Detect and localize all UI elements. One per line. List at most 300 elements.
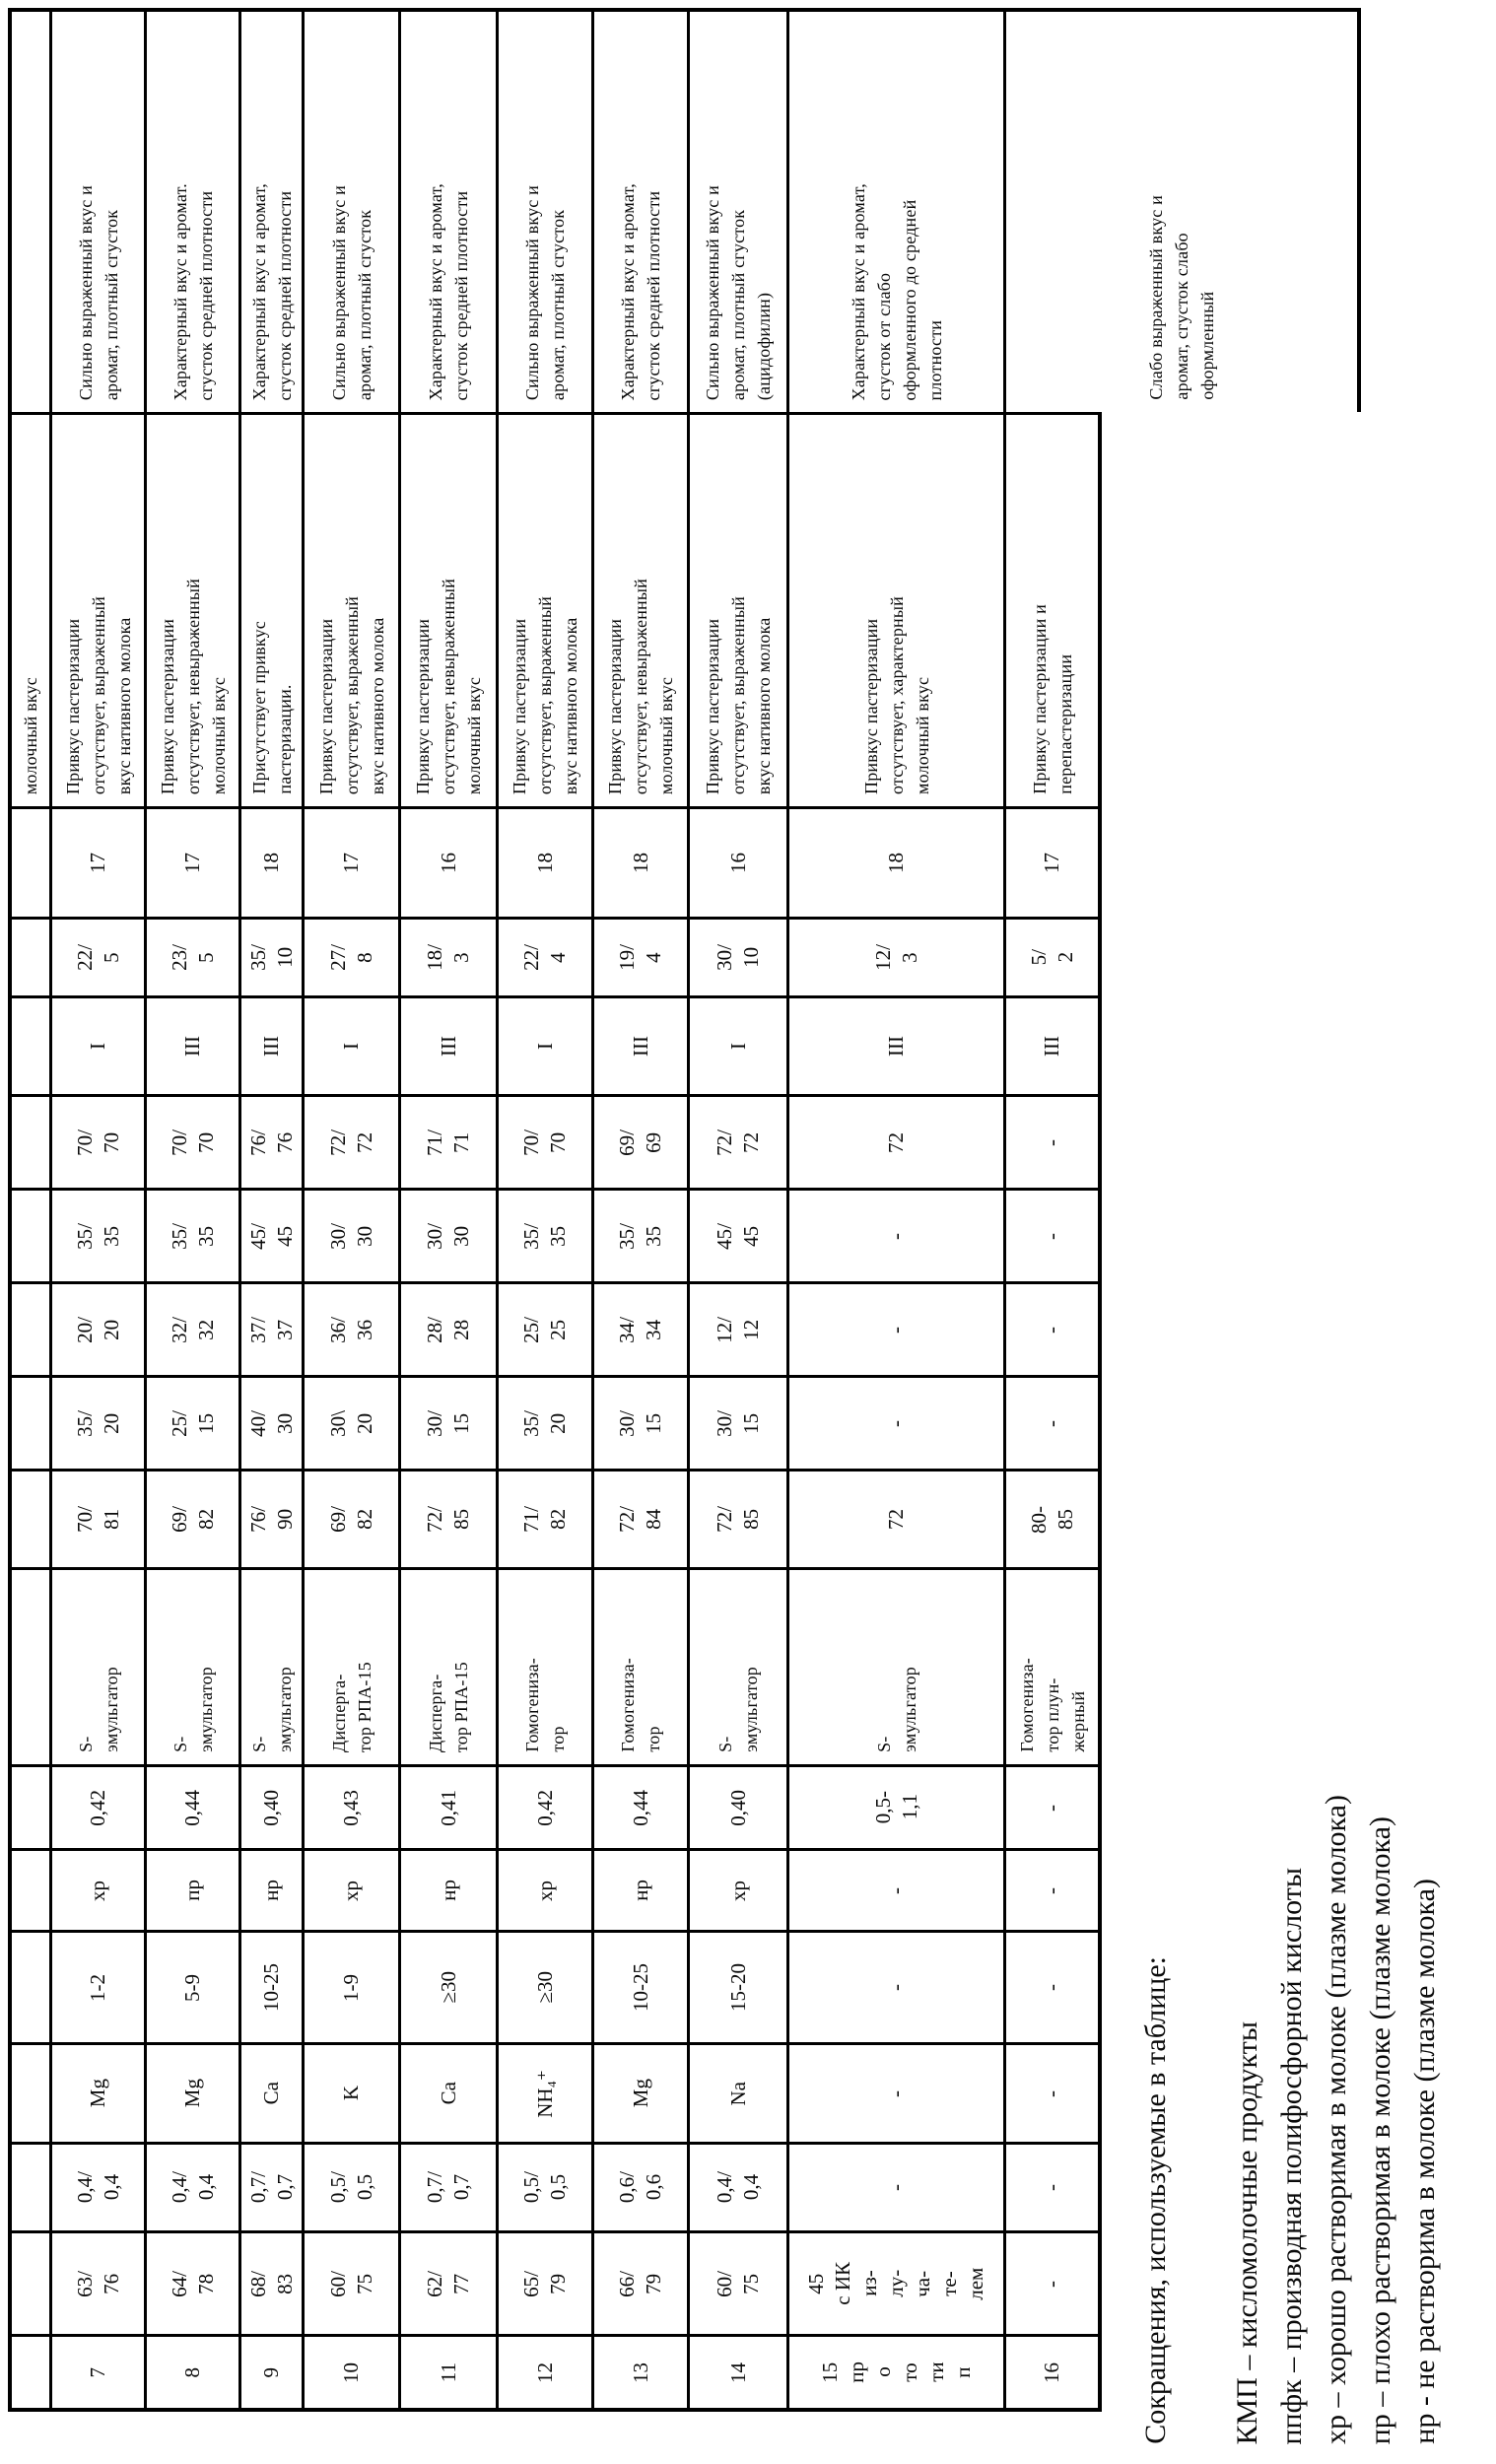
cell-text: 72 <box>884 1131 908 1153</box>
cell-temp-ratio-35-35-16 <box>1003 1188 1102 1281</box>
cell-heating-temp-header-tail <box>8 2230 49 2334</box>
cell-dose-16 <box>1003 1764 1102 1848</box>
cell-text: 63/ 76 <box>72 2270 123 2297</box>
cell-whey-ratio-9 <box>238 917 302 995</box>
cell-temp-ratio-70-70-13 <box>591 1094 687 1188</box>
cell-heating-temp-11 <box>398 2230 496 2334</box>
cell-solubility-14 <box>687 1848 786 1930</box>
cell-heating-temp-12 <box>496 2230 591 2334</box>
cell-text: - <box>884 2184 908 2191</box>
cell-product-quality-14 <box>687 8 786 412</box>
cell-text: Привкус пастеризации отсутствует, выраженный вкус нативного молока <box>510 595 580 794</box>
cell-whey-ratio-7 <box>49 917 144 995</box>
cell-ratio-0-4-14 <box>687 2142 786 2230</box>
cell-pasteurization-flavor-10 <box>302 412 398 806</box>
cell-whey-ratio-12 <box>496 917 591 995</box>
cell-text: - <box>1040 1886 1063 1894</box>
cell-temp-ratio-70-70-16 <box>1003 1094 1102 1188</box>
cell-text: Привкус пастеризации отсутствует, невыраженный молочный вкус <box>605 578 676 794</box>
cell-text: Mg <box>180 2079 204 2108</box>
band-group <box>8 995 1361 1094</box>
cell-equipment-header-tail <box>8 1567 49 1764</box>
cell-group-header-tail <box>8 995 49 1094</box>
cell-pasteurization-temp-11 <box>398 1469 496 1567</box>
cell-amount-7 <box>49 1930 144 2042</box>
cell-text: 0,41 <box>436 1789 460 1826</box>
cell-text: - <box>1040 1138 1063 1146</box>
cell-group-11 <box>398 995 496 1094</box>
cell-time-ratio-20-20-9 <box>238 1281 302 1375</box>
band-time-ratio-20-20 <box>8 1281 1361 1375</box>
cell-time-ratio-20-20-15 <box>786 1281 1003 1375</box>
cell-text: 35/ 35 <box>72 1222 123 1250</box>
cell-element-15 <box>786 2042 1003 2142</box>
cell-sample-number-11 <box>398 2334 496 2412</box>
cell-time-ratio-35-20-11 <box>398 1375 496 1469</box>
cell-equipment-11 <box>398 1567 496 1764</box>
cell-pasteurization-flavor-16 <box>1003 412 1102 806</box>
cell-text: 72/ 85 <box>713 1506 763 1533</box>
cell-temp-ratio-35-35-14 <box>687 1188 786 1281</box>
cell-time-ratio-35-20-7 <box>49 1375 144 1469</box>
cell-text: - <box>884 1232 908 1240</box>
cell-whey-ratio-13 <box>591 917 687 995</box>
cell-text: Характерный вкус и аромат, сгусток от слабо оформленного до средней плотности <box>848 182 945 400</box>
cell-pasteurization-temp-12 <box>496 1469 591 1567</box>
cell-equipment-9 <box>238 1567 302 1764</box>
cell-dose-8 <box>144 1764 238 1848</box>
cell-sample-number-16 <box>1003 2334 1102 2412</box>
cell-heating-temp-13 <box>591 2230 687 2334</box>
cell-score-12 <box>496 806 591 917</box>
cell-text: 17 <box>339 853 363 873</box>
cell-ratio-0-4-12 <box>496 2142 591 2230</box>
cell-text: хр <box>86 1880 109 1901</box>
cell-pasteurization-flavor-12 <box>496 412 591 806</box>
cell-score-8 <box>144 806 238 917</box>
cell-text: 15 пр о то ти п <box>817 2361 975 2383</box>
cell-group-16 <box>1003 995 1102 1094</box>
cell-score-11 <box>398 806 496 917</box>
cell-text: 0,4/ 0,4 <box>167 2171 218 2204</box>
cell-text: 69/ 82 <box>167 1506 218 1533</box>
cell-score-16 <box>1003 806 1102 917</box>
cell-text: Привкус пастеризации отсутствует, невыраженный молочный вкус <box>413 578 484 794</box>
cell-sample-number-12 <box>496 2334 591 2412</box>
abbreviation-line: нр - не растворима в молоке (плазме молока) <box>1408 1879 1441 2444</box>
cell-text: Привкус пастеризации отсутствует, характерный молочный вкус <box>860 596 932 794</box>
cell-text: 1-9 <box>339 1973 363 2002</box>
cell-text: 65/ 79 <box>519 2270 570 2297</box>
band-pasteurization-flavor <box>8 412 1361 806</box>
cell-text: 30/ 30 <box>423 1222 473 1250</box>
cell-text: K <box>339 2086 363 2101</box>
cell-text: 35/ 10 <box>245 944 297 971</box>
cell-text: 71/ 71 <box>423 1129 473 1156</box>
cell-amount-12 <box>496 1930 591 2042</box>
cell-text: - <box>1040 1419 1063 1427</box>
cell-text: - <box>884 2089 908 2097</box>
cell-text: 17 <box>180 853 204 873</box>
cell-pasteurization-flavor-9 <box>238 412 302 806</box>
cell-product-quality-13 <box>591 8 687 412</box>
cell-solubility-8 <box>144 1848 238 1930</box>
cell-text: 0,7/ 0,7 <box>423 2171 473 2204</box>
cell-time-ratio-20-20-7 <box>49 1281 144 1375</box>
cell-text: Характерный вкус и аромат, сгусток средней плотности <box>618 182 663 400</box>
cell-text: 28/ 28 <box>423 1316 473 1343</box>
cell-text: 18/ 3 <box>423 944 473 971</box>
abbreviations-title: Сокращения, используемые в таблице: <box>1139 1956 1172 2444</box>
cell-whey-ratio-15 <box>786 917 1003 995</box>
cell-element-16 <box>1003 2042 1102 2142</box>
cell-text: 10-25 <box>259 1963 283 2012</box>
cell-solubility-15 <box>786 1848 1003 1930</box>
cell-dose-7 <box>49 1764 144 1848</box>
cell-text: 5/ 2 <box>1026 949 1077 966</box>
cell-whey-ratio-14 <box>687 917 786 995</box>
cell-sample-number-7 <box>49 2334 144 2412</box>
cell-text: 23/ 5 <box>167 944 218 971</box>
cell-solubility-10 <box>302 1848 398 1930</box>
cell-whey-ratio-8 <box>144 917 238 995</box>
cell-time-ratio-20-20-13 <box>591 1281 687 1375</box>
cell-text: III <box>1040 1036 1063 1057</box>
cell-text: - <box>1040 2280 1063 2288</box>
cell-pasteurization-flavor-header-tail <box>8 412 49 806</box>
cell-text: III <box>180 1036 204 1057</box>
cell-time-ratio-35-20-16 <box>1003 1375 1102 1469</box>
cell-text: 70/ 70 <box>167 1129 218 1156</box>
cell-text: - <box>884 1886 908 1894</box>
cell-temp-ratio-35-35-12 <box>496 1188 591 1281</box>
cell-time-ratio-35-20-9 <box>238 1375 302 1469</box>
cell-text: III <box>628 1036 652 1057</box>
cell-text: 14 <box>725 2361 750 2383</box>
cell-text: - <box>1040 1326 1063 1334</box>
cell-text: NH₄⁺ <box>532 2069 557 2118</box>
cell-text: I <box>86 1043 109 1050</box>
cell-text: S- эмульгатор <box>715 1667 761 1752</box>
cell-element-9 <box>238 2042 302 2142</box>
cell-heating-temp-9 <box>238 2230 302 2334</box>
cell-group-10 <box>302 995 398 1094</box>
cell-text: 10 <box>339 2361 363 2383</box>
cell-text: 8 <box>180 2366 204 2378</box>
cell-whey-ratio-16 <box>1003 917 1102 995</box>
cell-element-header-tail <box>8 2042 49 2142</box>
cell-equipment-10 <box>302 1567 398 1764</box>
cell-text: 0,4/ 0,4 <box>72 2171 123 2204</box>
cell-text: 25/ 25 <box>519 1316 570 1343</box>
cell-sample-number-9 <box>238 2334 302 2412</box>
cell-ratio-0-4-15 <box>786 2142 1003 2230</box>
cell-group-9 <box>238 995 302 1094</box>
cell-text: 36/ 36 <box>325 1316 376 1343</box>
cell-equipment-8 <box>144 1567 238 1764</box>
cell-text: 0,7/ 0,7 <box>245 2171 297 2204</box>
cell-temp-ratio-35-35-7 <box>49 1188 144 1281</box>
cell-pasteurization-temp-14 <box>687 1469 786 1567</box>
cell-pasteurization-flavor-15 <box>786 412 1003 806</box>
cell-text: 10-25 <box>628 1963 652 2012</box>
cell-text: 72/ 72 <box>713 1129 763 1156</box>
cell-product-quality-12 <box>496 8 591 412</box>
cell-text: 30\ 20 <box>325 1409 376 1437</box>
cell-equipment-13 <box>591 1567 687 1764</box>
cell-dose-9 <box>238 1764 302 1848</box>
cell-dose-13 <box>591 1764 687 1848</box>
cell-text: S- эмульгатор <box>75 1667 121 1752</box>
cell-element-8 <box>144 2042 238 2142</box>
abbreviation-line: КМП – кисломолочные продукты <box>1231 2020 1263 2444</box>
cell-product-quality-8 <box>144 8 238 412</box>
cell-time-ratio-35-20-13 <box>591 1375 687 1469</box>
cell-text: 76/ 90 <box>245 1506 297 1533</box>
cell-temp-ratio-70-70-8 <box>144 1094 238 1188</box>
cell-temp-ratio-70-70-14 <box>687 1094 786 1188</box>
cell-time-ratio-20-20-16 <box>1003 1281 1102 1375</box>
cell-text: Гомогениза- тор <box>618 1658 663 1752</box>
cell-text: 22/ 5 <box>72 944 123 971</box>
cell-text: 40/ 30 <box>245 1409 297 1437</box>
cell-equipment-14 <box>687 1567 786 1764</box>
cell-text: 71/ 82 <box>519 1506 570 1533</box>
cell-dose-11 <box>398 1764 496 1848</box>
cell-text: Характерный вкус и аромат, сгусток средней плотности <box>426 182 471 400</box>
cell-text: 70/ 70 <box>72 1129 123 1156</box>
cell-temp-ratio-70-70-11 <box>398 1094 496 1188</box>
cell-text: 70/ 70 <box>519 1129 570 1156</box>
cell-heating-temp-8 <box>144 2230 238 2334</box>
cell-text: пр <box>180 1880 204 1901</box>
cell-text: 35/ 20 <box>72 1409 123 1437</box>
cell-amount-11 <box>398 1930 496 2042</box>
cell-pasteurization-flavor-11 <box>398 412 496 806</box>
cell-equipment-16 <box>1003 1567 1102 1764</box>
cell-temp-ratio-70-70-12 <box>496 1094 591 1188</box>
cell-heating-temp-15 <box>786 2230 1003 2334</box>
cell-pasteurization-temp-13 <box>591 1469 687 1567</box>
cell-text: Привкус пастеризации отсутствует, выраженный вкус нативного молока <box>315 595 387 794</box>
cell-group-15 <box>786 995 1003 1094</box>
cell-time-ratio-35-20-10 <box>302 1375 398 1469</box>
cell-text: ≥30 <box>436 1971 460 2004</box>
cell-temp-ratio-35-35-13 <box>591 1188 687 1281</box>
cell-text: Mg <box>628 2079 652 2108</box>
cell-pasteurization-temp-header-tail <box>8 1469 49 1567</box>
cell-solubility-12 <box>496 1848 591 1930</box>
cell-text: III <box>436 1036 460 1057</box>
band-whey-ratio <box>8 917 1361 995</box>
cell-text: 35/ 35 <box>519 1222 570 1250</box>
cell-text: - <box>1040 2089 1063 2097</box>
cell-text: - <box>1040 1804 1063 1812</box>
cell-text: 0,42 <box>532 1789 557 1826</box>
cell-text: 72/ 85 <box>423 1506 473 1533</box>
cell-amount-13 <box>591 1930 687 2042</box>
cell-time-ratio-20-20-10 <box>302 1281 398 1375</box>
cell-amount-10 <box>302 1930 398 2042</box>
abbreviations-block <box>1133 1533 1488 2444</box>
cell-pasteurization-flavor-7 <box>49 412 144 806</box>
cell-text: 5-9 <box>180 1973 204 2002</box>
cell-product-quality-11 <box>398 8 496 412</box>
cell-sample-number-8 <box>144 2334 238 2412</box>
cell-product-quality-16 <box>1003 8 1361 412</box>
cell-text: 15-20 <box>725 1963 750 2012</box>
cell-text: 16 <box>436 853 460 873</box>
cell-text: 35/ 35 <box>167 1222 218 1250</box>
cell-dose-header-tail <box>8 1764 49 1848</box>
cell-text: 76/ 76 <box>245 1129 297 1156</box>
cell-text: 0,4/ 0,4 <box>713 2171 763 2204</box>
cell-equipment-12 <box>496 1567 591 1764</box>
cell-time-ratio-20-20-header-tail <box>8 1281 49 1375</box>
cell-pasteurization-flavor-8 <box>144 412 238 806</box>
cell-product-quality-15 <box>786 8 1003 412</box>
cell-text: - <box>884 1326 908 1334</box>
cell-temp-ratio-70-70-header-tail <box>8 1094 49 1188</box>
cell-text: Ca <box>259 2082 283 2105</box>
cell-text: 11 <box>436 2361 460 2383</box>
cell-text: 0,44 <box>180 1789 204 1826</box>
cell-sample-number-10 <box>302 2334 398 2412</box>
cell-ratio-0-4-8 <box>144 2142 238 2230</box>
cell-solubility-16 <box>1003 1848 1102 1930</box>
cell-text: 66/ 79 <box>615 2270 665 2297</box>
cell-text: Гомогениза- тор <box>522 1658 568 1752</box>
cell-time-ratio-35-20-15 <box>786 1375 1003 1469</box>
cell-solubility-7 <box>49 1848 144 1930</box>
cell-time-ratio-20-20-8 <box>144 1281 238 1375</box>
cell-text: 18 <box>259 853 283 873</box>
abbreviation-line: пр – плохо растворимая в молоке (плазме молока) <box>1364 1815 1396 2444</box>
cell-text: хр <box>532 1880 557 1901</box>
cell-text: 0,40 <box>259 1789 283 1826</box>
cell-time-ratio-20-20-14 <box>687 1281 786 1375</box>
cell-text: 9 <box>259 2366 283 2378</box>
cell-text: Гомогениза- тор плун- жерный <box>1016 1658 1088 1752</box>
cell-text: Привкус пастеризации и перепастеризации <box>1029 604 1075 794</box>
cell-text: 60/ 75 <box>325 2270 376 2297</box>
cell-time-ratio-35-20-8 <box>144 1375 238 1469</box>
cell-solubility-9 <box>238 1848 302 1930</box>
cell-text: Mg <box>86 2079 109 2108</box>
cell-text: Слабо выраженный вкус и аромат, сгусток слабо оформленный <box>1146 195 1217 400</box>
cell-score-10 <box>302 806 398 917</box>
cell-amount-14 <box>687 1930 786 2042</box>
cell-text: S- эмульгатор <box>248 1667 295 1752</box>
cell-text: Характерный вкус и аромат, сгусток средней плотности <box>248 182 295 400</box>
cell-text: I <box>339 1043 363 1050</box>
cell-text: 30/ 10 <box>713 944 763 971</box>
cell-text: 25/ 15 <box>167 1409 218 1437</box>
cell-solubility-11 <box>398 1848 496 1930</box>
cell-text: Дисперга- тор РПА-15 <box>426 1661 471 1752</box>
cell-temp-ratio-35-35-15 <box>786 1188 1003 1281</box>
cell-ratio-0-4-13 <box>591 2142 687 2230</box>
cell-temp-ratio-70-70-7 <box>49 1094 144 1188</box>
cell-heating-temp-10 <box>302 2230 398 2334</box>
cell-text: 18 <box>884 853 908 873</box>
band-product-quality <box>8 8 1361 412</box>
cell-text: Дисперга- тор РПА-15 <box>328 1661 374 1752</box>
cell-text: 68/ 83 <box>245 2270 297 2297</box>
cell-text: 27/ 8 <box>325 944 376 971</box>
abbreviation-line: ппфк – производная полифосфорной кислоты <box>1275 1867 1308 2444</box>
cell-temp-ratio-70-70-10 <box>302 1094 398 1188</box>
cell-text: 0,40 <box>725 1789 750 1826</box>
cell-text: нр <box>628 1880 652 1901</box>
cell-pasteurization-flavor-14 <box>687 412 786 806</box>
cell-text: Сильно выраженный вкус и аромат, плотный сгусток (ацидофилин) <box>703 184 774 400</box>
cell-ratio-0-4-11 <box>398 2142 496 2230</box>
cell-text: I <box>725 1043 750 1050</box>
cell-text: Na <box>725 2081 750 2106</box>
cell-text: ≥30 <box>532 1971 557 2004</box>
cell-whey-ratio-11 <box>398 917 496 995</box>
cell-text: 45/ 45 <box>713 1222 763 1250</box>
cell-text: 17 <box>1040 853 1063 873</box>
cell-text: 17 <box>86 853 109 873</box>
cell-text: 18 <box>628 853 652 873</box>
cell-heating-temp-14 <box>687 2230 786 2334</box>
cell-text: 30/ 15 <box>423 1409 473 1437</box>
cell-temp-ratio-70-70-15 <box>786 1094 1003 1188</box>
cell-text: 16 <box>725 853 750 873</box>
cell-text: 16 <box>1040 2361 1063 2383</box>
cell-product-quality-header-tail <box>8 8 49 412</box>
cell-score-13 <box>591 806 687 917</box>
cell-group-13 <box>591 995 687 1094</box>
cell-text: 80- 85 <box>1026 1505 1077 1534</box>
cell-text: Сильно выраженный вкус и аромат, плотный сгусток <box>522 184 568 400</box>
cell-score-9 <box>238 806 302 917</box>
cell-text: 45 с ИК из- лу- ча- те- лем <box>804 2262 987 2305</box>
cell-temp-ratio-70-70-9 <box>238 1094 302 1188</box>
cell-temp-ratio-35-35-11 <box>398 1188 496 1281</box>
cell-whey-ratio-10 <box>302 917 398 995</box>
cell-text: Присутствует привкус пастеризации. <box>248 621 295 794</box>
cell-amount-16 <box>1003 1930 1102 2042</box>
cell-group-12 <box>496 995 591 1094</box>
cell-text: 0,5/ 0,5 <box>519 2171 570 2204</box>
cell-text: 62/ 77 <box>423 2270 473 2297</box>
cell-text: 18 <box>532 853 557 873</box>
cell-ratio-0-4-16 <box>1003 2142 1102 2230</box>
cell-equipment-7 <box>49 1567 144 1764</box>
abbreviation-line: хр – хорошо растворимая в молоке (плазме молока) <box>1320 1794 1352 2444</box>
cell-product-quality-7 <box>49 8 144 412</box>
cell-text: 72/ 84 <box>615 1506 665 1533</box>
cell-heating-temp-7 <box>49 2230 144 2334</box>
cell-equipment-15 <box>786 1567 1003 1764</box>
band-temp-ratio-35-35 <box>8 1188 1361 1281</box>
cell-text: 0,5/ 0,5 <box>325 2171 376 2204</box>
cell-text: Ca <box>436 2082 460 2105</box>
cell-text: - <box>1040 1232 1063 1240</box>
cell-text: Привкус пастеризации отсутствует, невыраженный молочный вкус <box>157 578 229 794</box>
cell-pasteurization-temp-16 <box>1003 1469 1102 1567</box>
cell-element-7 <box>49 2042 144 2142</box>
cell-text: 0,42 <box>86 1789 109 1826</box>
cell-text: 45/ 45 <box>245 1222 297 1250</box>
cell-text: 13 <box>628 2361 652 2383</box>
cell-text: 37/ 37 <box>245 1316 297 1343</box>
cell-text: III <box>259 1036 283 1057</box>
cell-time-ratio-35-20-header-tail <box>8 1375 49 1469</box>
